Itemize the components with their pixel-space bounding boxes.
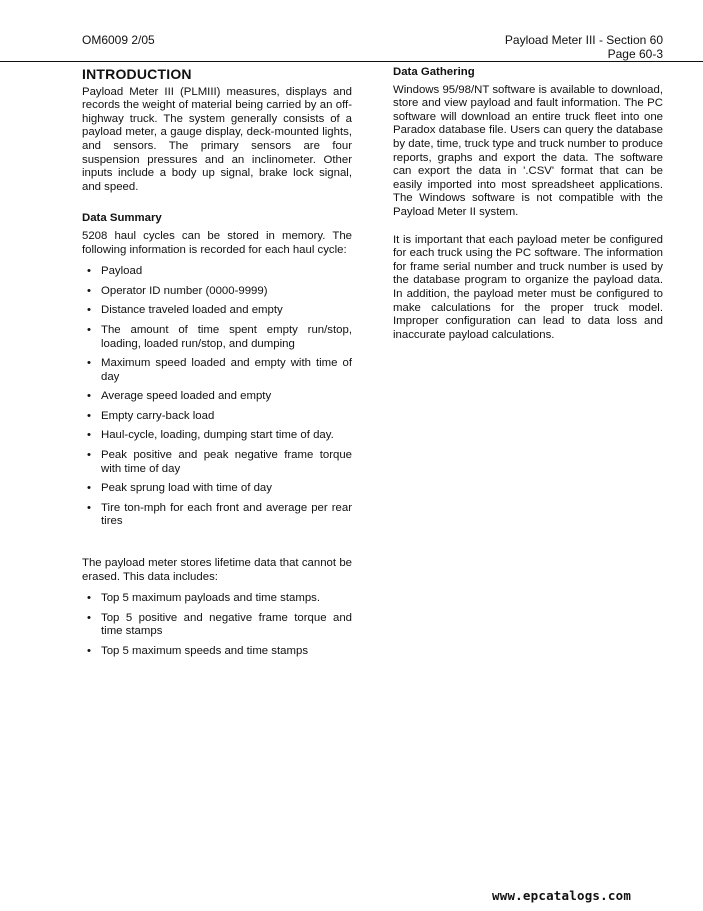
section-title: Payload Meter III - Section 60 (504, 33, 663, 47)
list-item-text: Top 5 positive and negative frame torque and time stamps (101, 611, 352, 638)
list-item-text: Top 5 maximum payloads and time stamps. (101, 592, 321, 605)
list-item-text: Average speed loaded and empty (101, 390, 272, 403)
list-item-text: Maximum speed loaded and empty with time of day (101, 357, 352, 383)
data-gathering-paragraph-1: Windows 95/98/NT software is available to download, store and view payload and fault information. The PC software will download an entire truck fleet into one Paradox database file. Users can query the database by date, time, truck type and truck number to produce reports, graphs and export the data. The software can export the data in '.CSV' format that can be easily imported into most spreadsheet applications. The Windows software is not compatible with the Payload Meter II system. (393, 83, 663, 218)
list-item (82, 612, 352, 639)
list-item (82, 429, 352, 443)
list-item-text: Payload (101, 265, 143, 278)
bullet-icon: • (87, 449, 91, 462)
header-rule (0, 61, 703, 62)
bullet-icon: • (87, 265, 91, 278)
data-summary-heading: Data Summary (82, 212, 162, 225)
list-item-text: Peak positive and peak negative frame torque with time of day (101, 449, 352, 475)
list-item (82, 324, 352, 351)
page-header (505, 33, 663, 61)
list-item (82, 502, 352, 529)
bullet-icon: • (87, 592, 91, 605)
list-item (82, 592, 352, 606)
introduction-paragraph: Payload Meter III (PLMIII) measures, displays and records the weight of material being carried by an off-highway truck. The system generally consists of a payload meter, a gauge display, deck-mounted lights, and sensors. The primary sensors are four suspension pressures and an inclinometer. Other inputs include a body up signal, brake lock signal, and speed. (82, 85, 352, 193)
footer-url: www.epcatalogs.com (492, 888, 632, 903)
bullet-icon: • (87, 611, 91, 624)
lifetime-list (82, 592, 352, 658)
list-item (82, 645, 352, 659)
list-item-text: The amount of time spent empty run/stop, loading, loaded run/stop, and dumping (101, 323, 352, 350)
data-summary-intro: 5208 haul cycles can be stored in memory. The following information is recorded for each haul cycle: (82, 229, 352, 256)
bullet-icon: • (87, 390, 91, 403)
list-item-text: Empty carry-back load (101, 409, 215, 422)
list-item (82, 357, 352, 384)
bullet-icon: • (87, 645, 91, 657)
list-item-text: Haul-cycle, loading, dumping start time of day. (101, 429, 334, 442)
list-item (82, 482, 352, 496)
page-number: Page 60-3 (607, 47, 663, 61)
list-item (82, 304, 352, 318)
bullet-icon: • (87, 284, 91, 297)
data-gathering-paragraph-2: It is important that each payload meter be configured for each truck using the PC software. The information for frame serial number and truck number is used by the database program to organize the payload data. In addition, the payload meter must be configured to make calculations for the proper truck model. Improper configuration can lead to data loss and inaccurate payload calculations. (393, 233, 663, 341)
bullet-icon: • (87, 323, 91, 336)
list-item-text: Distance traveled loaded and empty (101, 304, 283, 317)
list-item (82, 265, 352, 279)
bullet-icon: • (87, 482, 91, 495)
left-column (82, 66, 352, 665)
lifetime-intro: The payload meter stores lifetime data that cannot be erased. This data includes: (82, 557, 352, 583)
bullet-icon: • (87, 304, 91, 317)
bullet-icon: • (87, 357, 91, 370)
document-id: OM6009 2/05 (82, 33, 155, 47)
list-item-text: Operator ID number (0000-9999) (101, 284, 268, 297)
bullet-icon: • (87, 409, 91, 422)
right-column (393, 66, 663, 342)
haul-cycle-list (82, 265, 352, 529)
list-item (82, 390, 352, 404)
list-item-text: Peak sprung load with time of day (101, 482, 272, 495)
bullet-icon: • (87, 501, 91, 514)
list-item (82, 449, 352, 476)
bullet-icon: • (87, 429, 91, 442)
introduction-heading: INTRODUCTION (82, 66, 192, 82)
list-item-text: Tire ton-mph for each front and average per rear tires (101, 501, 352, 528)
list-item (82, 285, 352, 299)
list-item (82, 410, 352, 424)
data-gathering-heading: Data Gathering (393, 66, 475, 78)
list-item-text: Top 5 maximum speeds and time stamps (101, 645, 309, 657)
